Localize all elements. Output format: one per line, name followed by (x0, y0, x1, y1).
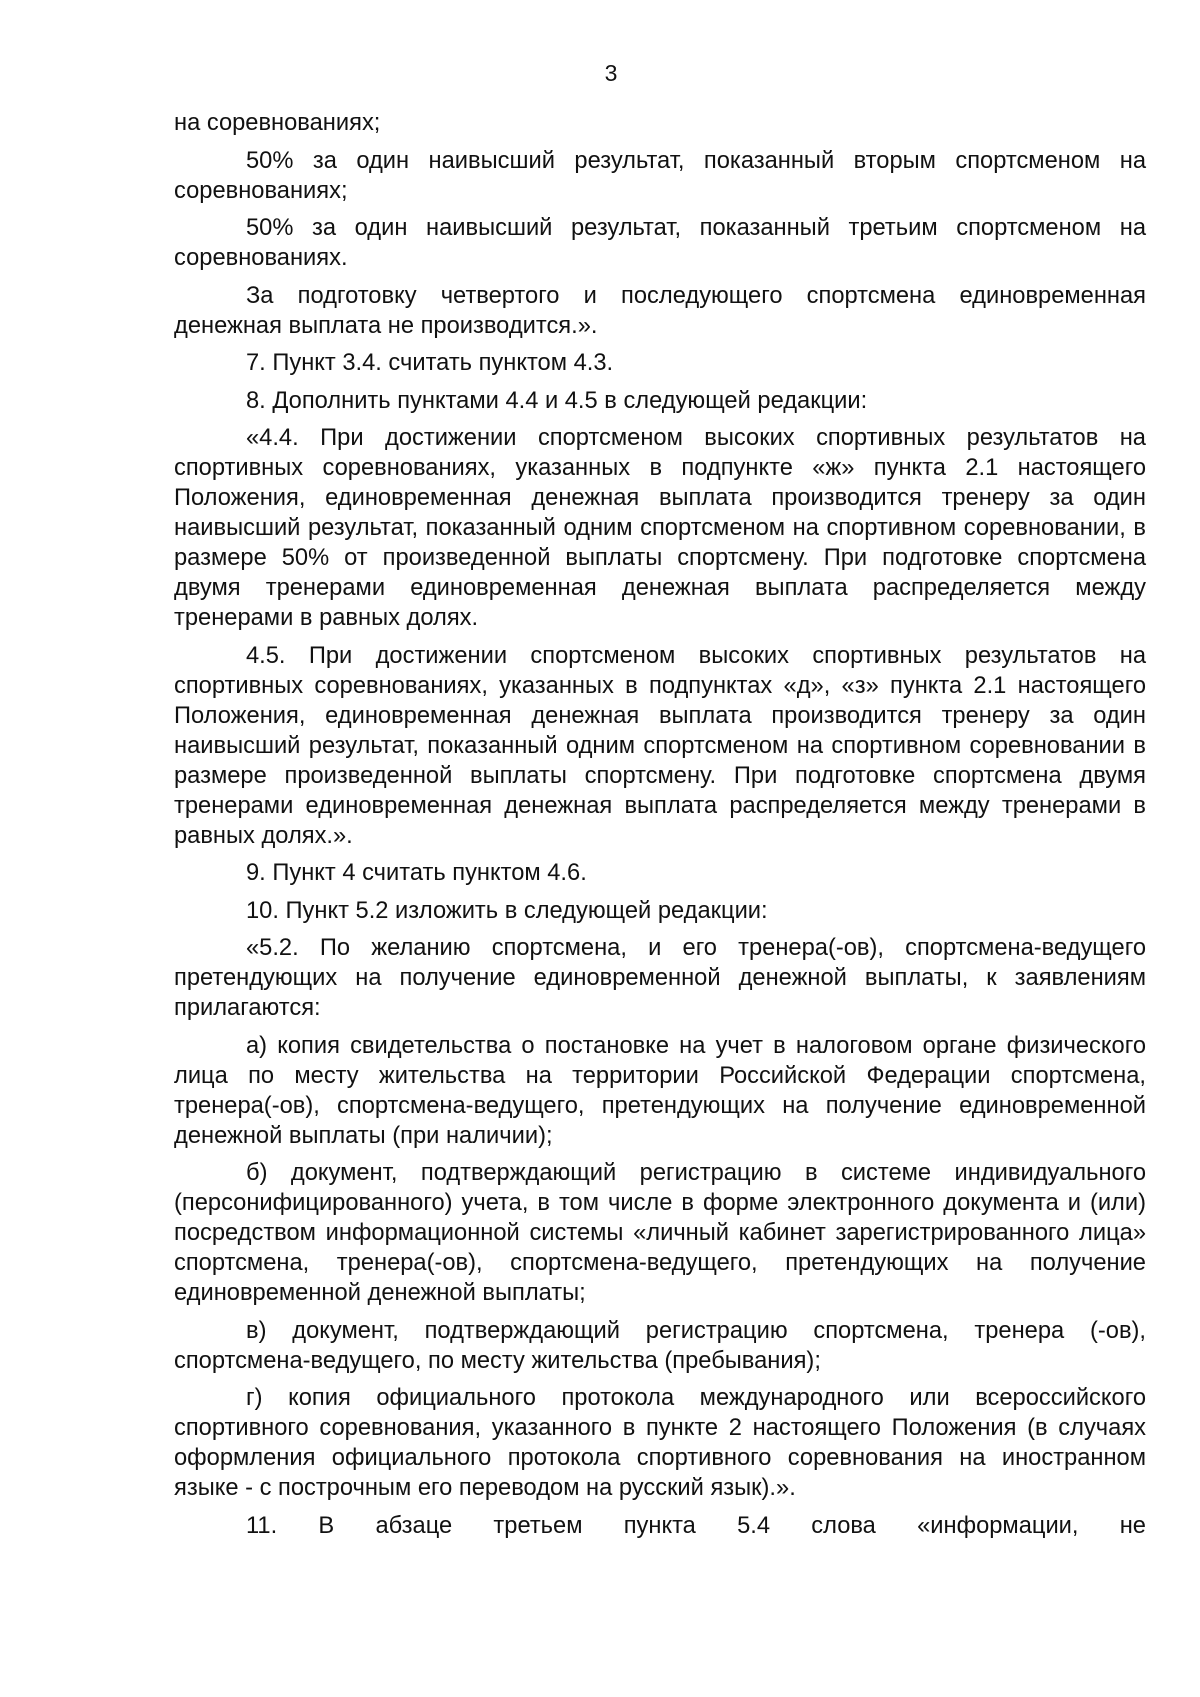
paragraph: 50% за один наивысший результат, показанный третьим спортсменом на соревнованиях. (174, 215, 1146, 271)
paragraph: За подготовку четвертого и последующего спортсмена единовременная денежная выплата не производится.». (174, 282, 1146, 339)
paragraph: 7. Пункт 3.4. считать пунктом 4.3. (246, 350, 614, 376)
paragraph: 8. Дополнить пунктами 4.4 и 4.5 в следующей редакции: (246, 387, 868, 414)
page-number: 3 (604, 60, 618, 86)
paragraph: 4.5. При достижении спортсменом высоких спортивных результатов на спортивных соревнованиях, указанных в подпунктах «д», «з» пункта 2.1 настоящего Положения, единовременная денежная выплата производится тренеру за один наивысший результат, показанный одним спортсменом на спортивном соревновании в размере произведенной выплаты спортсмену. При подготовке спортсмена двумя тренерами единовременная денежная выплата распределяется между тренерами в равных долях.». (174, 642, 1146, 849)
paragraph: 9. Пункт 4 считать пунктом 4.6. (246, 860, 587, 886)
paragraph: 11. В абзаце третьем пункта 5.4 слова «информации, не (246, 1512, 1146, 1539)
document-body (174, 108, 1146, 1541)
paragraph: а) копия свидетельства о постановке на учет в налоговом органе физического лица по месту жительства на территории Российской Федерации спортсмена, тренера(-ов), спортсмена-ведущего, претендующих на получение единовременной денежной выплаты (при наличии); (174, 1032, 1146, 1149)
paragraph: «4.4. При достижении спортсменом высоких спортивных результатов на спортивных соревнованиях, указанных в подпункте «ж» пункта 2.1 настоящего Положения, единовременная денежная выплата производится тренеру за один наивысший результат, показанный одним спортсменом на спортивном соревновании, в размере 50% от произведенной выплаты спортсмену. При подготовке спортсмена двумя тренерами единовременная денежная выплата распределяется между тренерами в равных долях. (174, 425, 1146, 631)
paragraph: «5.2. По желанию спортсмена, и его тренера(-ов), спортсмена-ведущего претендующих на получение единовременной денежной выплаты, к заявлениям прилагаются: (174, 935, 1146, 1021)
paragraph: б) документ, подтверждающий регистрацию в системе индивидуального (персонифицированного) учета, в том числе в форме электронного документа и (или) посредством информационной системы «личный кабинет зарегистрированного лица» спортсмена, тренера(-ов), спортсмена-ведущего, претендующих на получение единовременной денежной выплаты; (174, 1160, 1146, 1306)
paragraph: г) копия официального протокола международного или всероссийского спортивного соревнования, указанного в пункте 2 настоящего Положения (в случаях оформления официального протокола спортивного соревнования на иностранном языке - с построчным его переводом на русский язык).». (174, 1385, 1146, 1501)
paragraph: 50% за один наивысший результат, показанный вторым спортсменом на соревнованиях; (174, 147, 1146, 204)
paragraph: на соревнованиях; (174, 110, 381, 136)
paragraph: 10. Пункт 5.2 изложить в следующей редакции: (246, 897, 768, 924)
paragraph: в) документ, подтверждающий регистрацию спортсмена, тренера (-ов), спортсмена-ведущего, по месту жительства (пребывания); (174, 1317, 1146, 1374)
